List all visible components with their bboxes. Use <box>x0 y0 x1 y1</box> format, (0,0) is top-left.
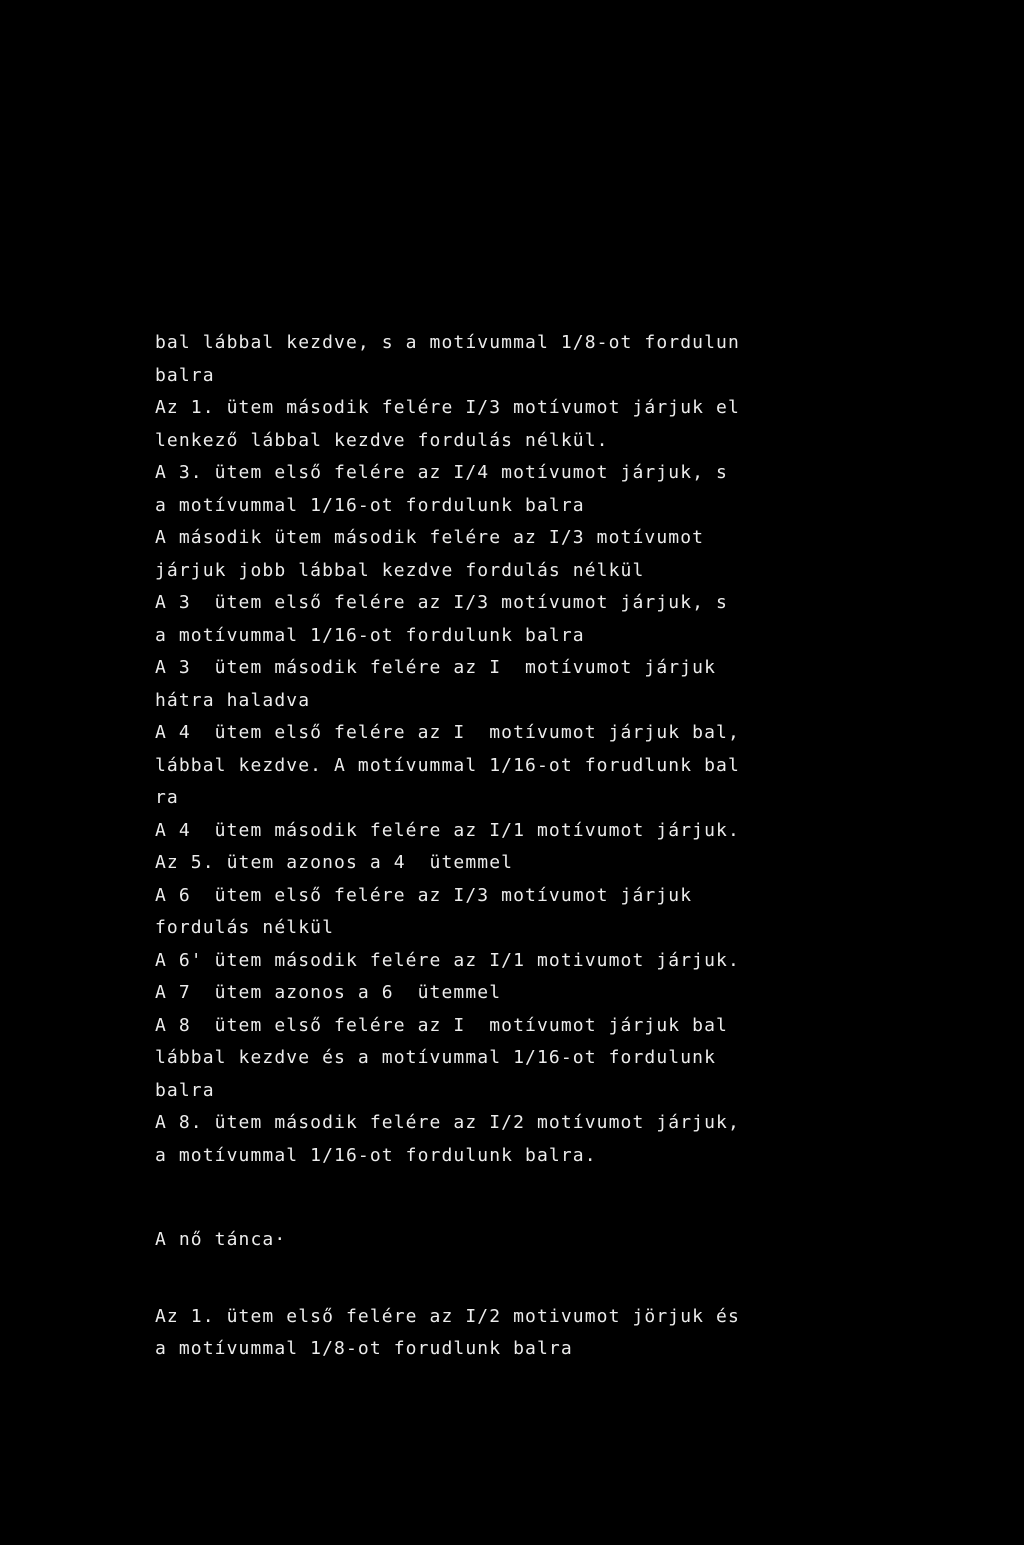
text-line: A 8. ütem második felére az I/2 motívumot járjuk, <box>155 1112 740 1133</box>
text-line: a motívummal 1/16-ot fordulunk balra <box>155 494 585 516</box>
text-line: a motívummal 1/16-ot fordulunk balra <box>155 624 585 646</box>
spacer <box>155 1257 855 1301</box>
text-line: balra <box>155 1079 215 1101</box>
text-line: A 3 ütem első felére az I/3 motívumot járjuk, s <box>155 592 728 613</box>
text-line: A 6' ütem második felére az I/1 motivumot járjuk. <box>155 949 740 971</box>
text-line: ra <box>155 787 179 808</box>
spacer <box>155 1172 855 1224</box>
text-line: A 3 ütem második felére az I motívumot járjuk <box>155 657 717 678</box>
text-line: A 3. ütem első felére az I/4 motívumot járjuk, s <box>155 462 728 483</box>
text-line: A 7 ütem azonos a 6 ütemmel <box>155 982 502 1003</box>
text-line: Az 1. ütem első felére az I/2 motivumot jörjuk és <box>155 1305 740 1327</box>
text-line: A 4 ütem második felére az I/1 motívumot járjuk. <box>155 819 740 841</box>
text-line: Az 5. ütem azonos a 4 ütemmel <box>155 852 514 873</box>
text-line: Az 1. ütem második felére I/3 motívumot járjuk el <box>155 397 740 418</box>
text-line: hátra haladva <box>155 689 311 711</box>
section-heading: A nő tánca· <box>155 1229 287 1250</box>
text-line: a motívummal 1/8-ot forudlunk balra <box>155 1338 573 1359</box>
text-line: lenkező lábbal kezdve fordulás nélkül. <box>155 429 609 451</box>
text-line: lábbal kezdve és a motívummal 1/16-ot fordulunk <box>155 1047 717 1068</box>
text-line: balra <box>155 364 215 386</box>
text-line: lábbal kezdve. A motívummal 1/16-ot forudlunk bal <box>155 754 740 776</box>
text-line: A 6 ütem első felére az I/3 motívumot járjuk <box>155 884 693 906</box>
text-line: járjuk jobb lábbal kezdve fordulás nélkül <box>155 559 645 581</box>
text-line: A 4 ütem első felére az I motívumot járjuk bal, <box>155 722 740 743</box>
text-line: bal lábbal kezdve, s a motívummal 1/8-ot fordulun <box>155 332 740 353</box>
text-line: a motívummal 1/16-ot fordulunk balra. <box>155 1144 597 1166</box>
text-line: A 8 ütem első felére az I motívumot járjuk bal <box>155 1014 728 1036</box>
body-text <box>155 327 855 1366</box>
text-line: A második ütem második felére az I/3 motívumot <box>155 527 705 548</box>
text-line: fordulás nélkül <box>155 917 335 938</box>
